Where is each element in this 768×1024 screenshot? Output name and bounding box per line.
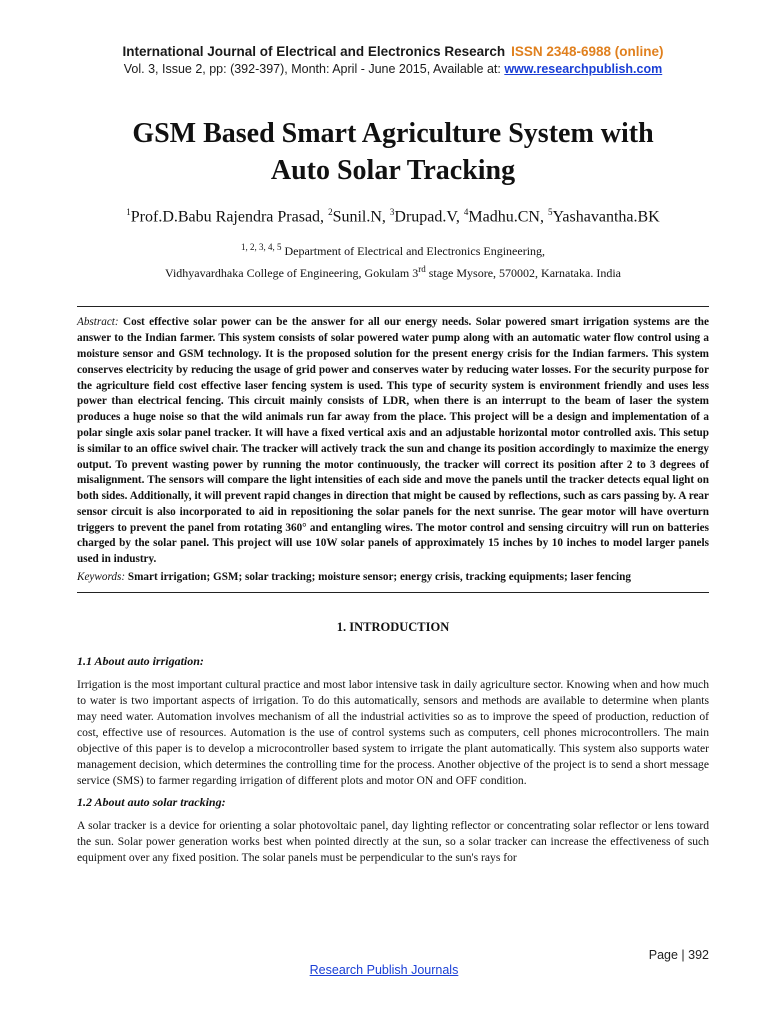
affiliation-numbers: 1, 2, 3, 4, 5 (240, 242, 282, 253)
paragraph-auto-irrigation: Irrigation is the most important cultural practice and most labor intensive task in daily agriculture sector. Knowing when and how much to water is two important aspects of irrigation. To do this automatically, sensors and methods are available to determine when plants may need water. Automation involves mechanism of all the industrial activities so as to improve the speed of production, reduction of cost, effective use of resources. Automation is the use of control systems such as computers, cell phones microcontrollers. The main objective of this paper is to develop a microcontroller based system to irrigate the plant automatically. This system also supports water management decision, which determines the controlling time for the process. Another objective of the project is to send a short message service (SMS) to farmer regarding irrigation of different plots and motor ON and OFF condition. (77, 677, 709, 787)
author-name: Sunil.N, (332, 208, 390, 226)
journal-volume-line (77, 62, 709, 76)
author-number: 3 (389, 207, 395, 217)
author-name: Prof.D.Babu Rajendra Prasad, (130, 208, 329, 226)
affiliation-address: stage Mysore, 570002, Karnataka. India (425, 266, 621, 281)
keywords-label: Keywords: (77, 571, 126, 584)
publisher-link[interactable]: Research Publish Journals (309, 963, 459, 977)
abstract-label: Abstract: (77, 316, 119, 329)
affiliation (77, 238, 709, 282)
author-number: 5 (547, 207, 553, 217)
keywords (77, 570, 709, 586)
title-line-1: GSM Based Smart Agriculture System with (132, 118, 654, 149)
author-number: 1 (126, 207, 131, 217)
author-name: Madhu.CN, (468, 208, 548, 226)
affiliation-department: Department of Electrical and Electronics Engineering, (284, 244, 546, 259)
journal-url-link[interactable]: www.researchpublish.com (504, 62, 663, 76)
paper-title (77, 115, 709, 189)
journal-header (77, 44, 709, 59)
journal-volume: Vol. 3, Issue 2, pp: (392-397), Month: April - June 2015, Available at: (123, 62, 505, 76)
abstract (77, 315, 709, 568)
abstract-top-rule (77, 306, 709, 307)
journal-name: International Journal of Electrical and Electronics Research (122, 44, 506, 59)
affiliation-college: Vidhyavardhaka College of Engineering, Gokulam 3 (165, 266, 419, 281)
author-number: 4 (463, 207, 469, 217)
author-number: 2 (328, 207, 333, 217)
keywords-text: Smart irrigation; GSM; solar tracking; moisture sensor; energy crisis, tracking equipments; laser fencing (127, 571, 631, 584)
section-heading-introduction: 1. INTRODUCTION (336, 619, 450, 634)
affiliation-ordinal: rd (418, 264, 426, 275)
author-list (77, 207, 709, 226)
author-name: Drupad.V, (394, 208, 464, 226)
paragraph-solar-tracking: A solar tracker is a device for orienting a solar photovoltaic panel, day lighting reflector or concentrating solar reflector or lens toward the sun. Solar power generation works best when pointed directly at the sun, so a solar tracker can increase the effectiveness of such equipment over any fixed position. The solar panels must be perpendicular to the sun's rays for (77, 818, 709, 864)
author-name: Yashavantha.BK (552, 208, 660, 226)
subsection-heading-solar-tracking: 1.2 About auto solar tracking: (77, 794, 226, 809)
abstract-bottom-rule (77, 592, 709, 593)
abstract-text: Cost effective solar power can be the answer for all our energy needs. Solar powered smart irrigation systems are the answer to the Indian farmer. This system consists of solar powered water pump along with an automatic water flow control using a moisture sensor and GSM technology. It is the proposed solution for the present energy crisis for the Indian farmers. This system conserves electricity by reducing the usage of grid power and conserves water by reducing water losses. For the security purpose for the agriculture field cost effective laser fencing system is used. This type of security system is environment friendly and uses less power than electrical fencing. This circuit mainly consists of LDR, when there is an interrupt to the beam of laser the system produces a huge noise so that the wild animals run far away from the place. This project will be a design and implementation of a polar single axis solar panel tracker. It will have a fixed vertical axis and an adjustable horizontal motor controlled axis. This setup is similar to an office swivel chair. The tracker will actively track the sun and change its position accordingly to maximize the energy output. To prevent wasting power by running the motor continuously, the tracker will correct its position after 2 to 3 degrees of misalignment. The sensors will compare the light intensities of each side and move the panels until the tracker detects equal light on both sides. Additionally, it will prevent rapid changes in direction that might be caused by reflections, such as cars passing by. A rear sensor circuit is also incorporated to aid in repositioning the solar panels for the next sunrise. The gear motor will have overturn triggers to prevent the panel from rotating 360° and entangling wires. The motor control and sensing circuitry will run on batteries charged by the solar panel. This project will use 10W solar panels of approximately 15 inches by 10 inches to model larger panels used in industry. (77, 316, 709, 566)
subsection-heading-auto-irrigation: 1.1 About auto irrigation: (77, 653, 204, 668)
page-number: Page | 392 (648, 948, 709, 962)
journal-issn: ISSN 2348-6988 (online) (511, 44, 664, 59)
title-line-2: Auto Solar Tracking (270, 155, 516, 186)
